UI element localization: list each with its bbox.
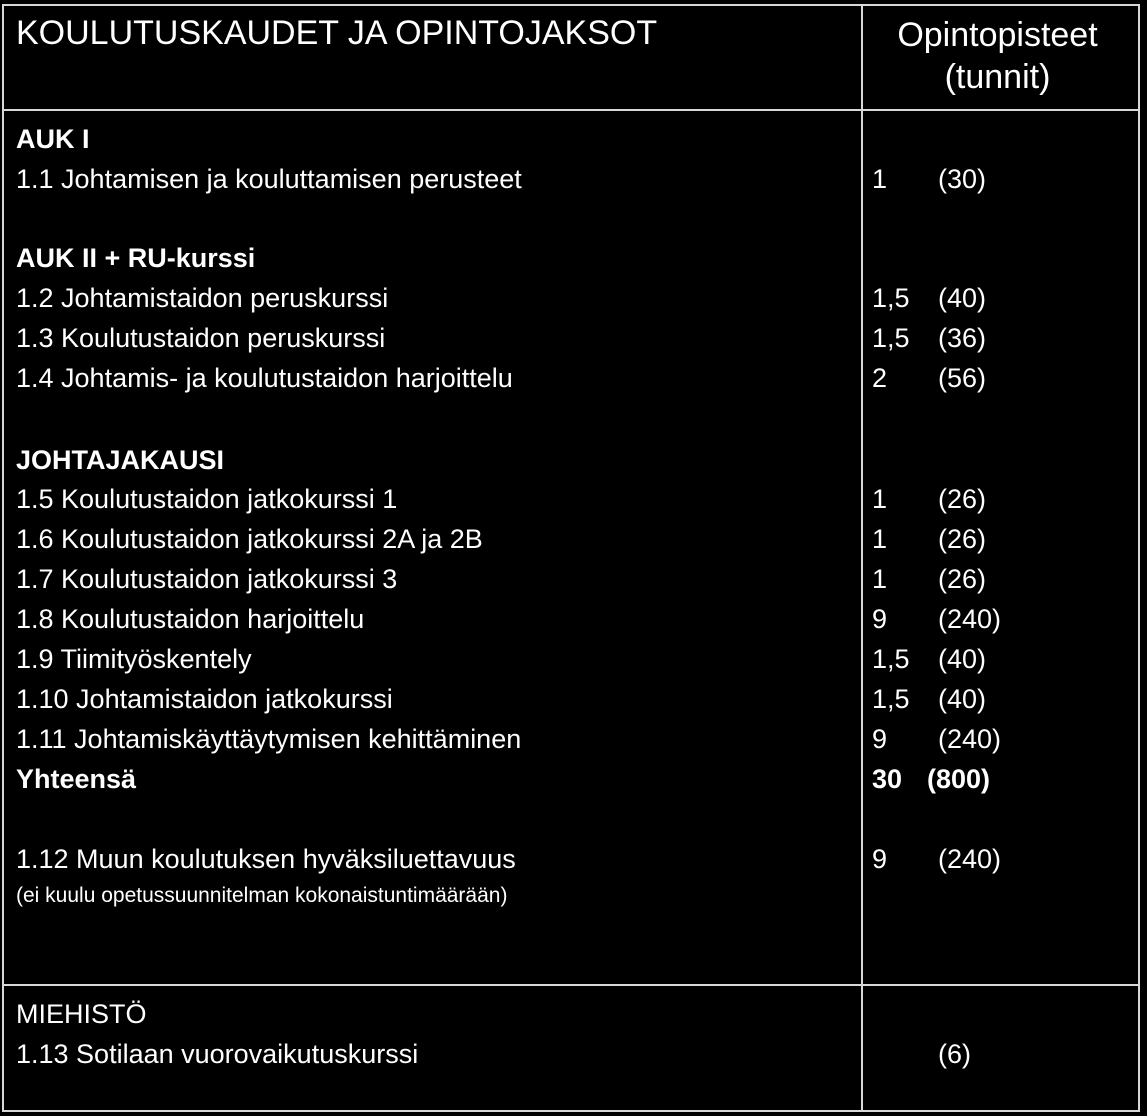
total-credits bbox=[872, 763, 990, 795]
course-note: (ei kuulu opetussuunnitelman kokonaistuntimäärään) bbox=[16, 884, 508, 907]
credits-value: 9 bbox=[872, 724, 888, 754]
course-name: 1.5 Koulutustaidon jatkokurssi 1 bbox=[16, 484, 398, 514]
course-name: 1.9 Tiimityöskentely bbox=[16, 644, 252, 674]
course-name: 1.6 Koulutustaidon jatkokurssi 2A ja 2B bbox=[16, 524, 483, 554]
credits-value: 1,5 bbox=[872, 323, 910, 353]
course-name: 1.7 Koulutustaidon jatkokurssi 3 bbox=[16, 564, 398, 594]
credits-value: 9 bbox=[872, 844, 888, 874]
course-credits bbox=[872, 723, 1001, 755]
credits-value: 1,5 bbox=[872, 644, 910, 674]
hours-value: (26) bbox=[938, 524, 987, 554]
course-name: 1.13 Sotilaan vuorovaikutuskurssi bbox=[16, 1039, 419, 1069]
course-name: 1.10 Johtamistaidon jatkokurssi bbox=[16, 684, 393, 714]
course-name: 1.2 Johtamistaidon peruskurssi bbox=[16, 283, 389, 313]
hours-value: (26) bbox=[938, 484, 987, 514]
course-credits bbox=[872, 483, 986, 515]
credits-value: 1,5 bbox=[872, 283, 910, 313]
credits-value: 9 bbox=[872, 604, 888, 634]
column-divider bbox=[861, 6, 863, 1110]
course-credits bbox=[872, 362, 986, 394]
course-credits bbox=[872, 603, 1001, 635]
course-credits bbox=[872, 163, 986, 195]
total-hours-value: (800) bbox=[927, 764, 991, 794]
credits-value: 1 bbox=[872, 484, 888, 514]
course-credits bbox=[872, 683, 986, 715]
hours-value: (40) bbox=[938, 283, 987, 313]
course-name: 1.4 Johtamis- ja koulutustaidon harjoittelu bbox=[16, 363, 513, 393]
hours-value: (240) bbox=[938, 724, 1002, 754]
header-divider bbox=[4, 109, 1138, 111]
section-title-auk1: AUK I bbox=[16, 124, 90, 154]
course-credits bbox=[872, 563, 986, 595]
credits-value: 1 bbox=[872, 164, 888, 194]
total-credits-value: 30 bbox=[872, 764, 903, 794]
credits-value: 2 bbox=[872, 363, 888, 393]
credits-value: 1,5 bbox=[872, 684, 910, 714]
course-credits bbox=[872, 282, 986, 314]
credits-value: 1 bbox=[872, 564, 888, 594]
course-credits bbox=[872, 643, 986, 675]
course-name: 1.1 Johtamisen ja kouluttamisen perusteet bbox=[16, 164, 522, 194]
credits-value: 1 bbox=[872, 524, 888, 554]
course-name: 1.3 Koulutustaidon peruskurssi bbox=[16, 323, 386, 353]
section-title-miehisto: MIEHISTÖ bbox=[16, 999, 147, 1029]
section-title-johtajakausi: JOHTAJAKAUSI bbox=[16, 445, 225, 475]
hours-value: (240) bbox=[938, 604, 1002, 634]
total-label: Yhteensä bbox=[16, 764, 137, 794]
header-hours-label: (tunnit) bbox=[944, 58, 1051, 96]
hours-value: (40) bbox=[938, 684, 987, 714]
hours-value: (240) bbox=[938, 844, 1002, 874]
header-credits-label: Opintopisteet bbox=[897, 16, 1098, 54]
hours-value: (36) bbox=[938, 323, 987, 353]
section-divider bbox=[4, 984, 1138, 986]
hours-value: (40) bbox=[938, 644, 987, 674]
course-credits bbox=[872, 523, 986, 555]
header-credits bbox=[859, 14, 1136, 98]
hours-value: (26) bbox=[938, 564, 987, 594]
hours-value: (6) bbox=[938, 1039, 971, 1069]
header-courses: KOULUTUSKAUDET JA OPINTOJAKSOT bbox=[16, 14, 658, 52]
course-credits bbox=[872, 322, 986, 354]
course-name: 1.8 Koulutustaidon harjoittelu bbox=[16, 604, 365, 634]
course-name: 1.11 Johtamiskäyttäytymisen kehittäminen bbox=[16, 724, 522, 754]
course-credits bbox=[872, 843, 1001, 875]
hours-value: (30) bbox=[938, 164, 987, 194]
course-name: 1.12 Muun koulutuksen hyväksiluettavuus bbox=[16, 844, 516, 874]
hours-value: (56) bbox=[938, 363, 987, 393]
section-title-auk2: AUK II + RU-kurssi bbox=[16, 243, 256, 273]
